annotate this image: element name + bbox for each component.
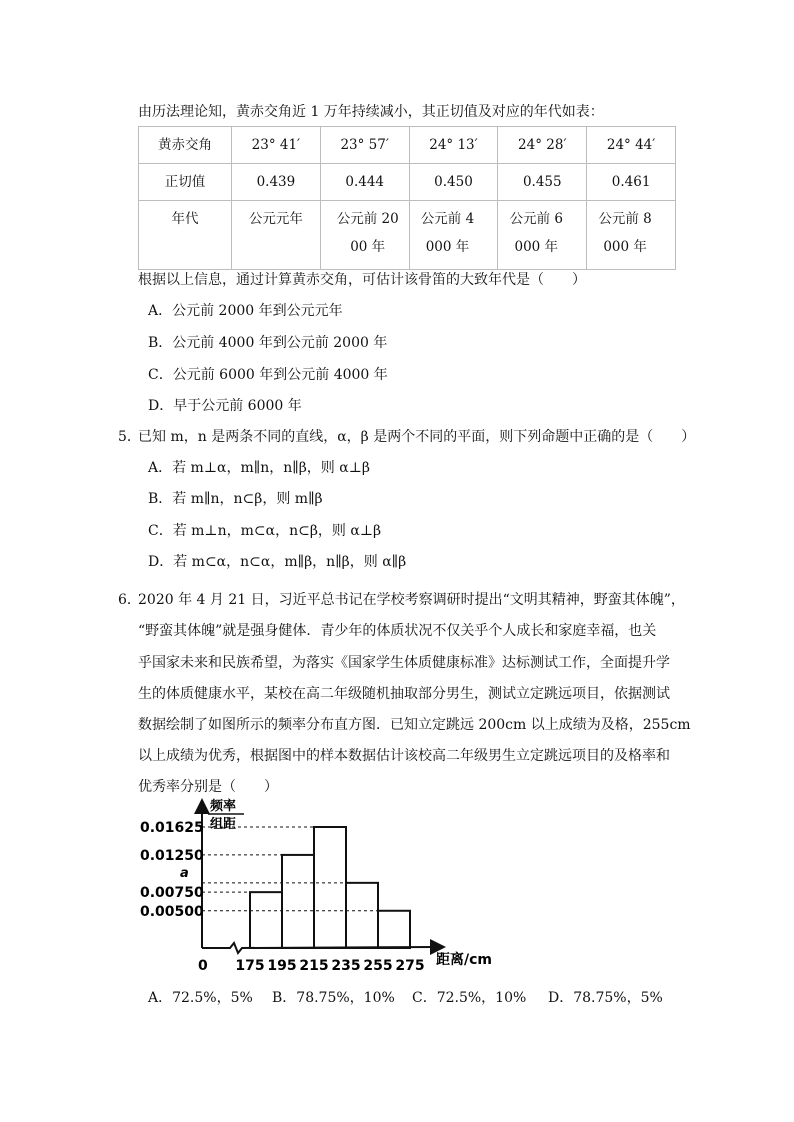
q6-number: 6． — [118, 592, 141, 608]
q4-option-d: D．早于公元前 6000 年 — [148, 398, 302, 414]
table-cell: 公元前 2000 年 — [320, 201, 409, 270]
table-cell: 24° 13′ — [409, 127, 498, 164]
q6-option-d: D．78.75%，5% — [548, 990, 663, 1006]
table-cell: 0.450 — [409, 164, 498, 201]
y-tick-label: 0.01625 — [140, 820, 204, 836]
table-cell: 公元前 4000 年 — [409, 201, 498, 270]
table-cell: 0.455 — [498, 164, 587, 201]
histogram-bar — [346, 883, 378, 948]
x-tick-label: 255 — [363, 958, 393, 974]
intro-text: 由历法理论知，黄赤交角近 1 万年持续减小，其正切值及对应的年代如表： — [138, 104, 604, 120]
q6-line-6: 以上成绩为优秀，根据图中的样本数据估计该校高二年级男生立定跳远项目的及格率和 — [138, 748, 670, 764]
q6-line-4: 生的体质健康水平，某校在高二年级随机抽取部分男生，测试立定跳远项目，依据测试 — [138, 686, 670, 702]
q6-line-5: 数据绘制了如图所示的频率分布直方图．已知立定跳远 200cm 以上成绩为及格，255cm — [138, 717, 691, 733]
q5-option-c: C．若 m⊥n，m⊂α，n⊂β，则 α⊥β — [148, 523, 382, 539]
table-cell: 24° 44′ — [587, 127, 676, 164]
table-cell: 0.439 — [232, 164, 321, 201]
histogram-bar — [378, 911, 410, 948]
table-cell: 黄赤交角 — [139, 127, 232, 164]
q5-option-a: A．若 m⊥α，m∥n，n∥β，则 α⊥β — [148, 460, 370, 476]
table-row — [139, 164, 676, 201]
q5-stem: 已知 m，n 是两条不同的直线，α，β 是两个不同的平面，则下列命题中正确的是（ ） — [138, 429, 696, 445]
x-tick-label: 175 — [235, 958, 265, 974]
y-tick-label: a — [180, 865, 189, 881]
x-tick-label: 215 — [299, 958, 329, 974]
q4-option-b: B．公元前 4000 年到公元前 2000 年 — [148, 335, 388, 351]
q5-option-d: D．若 m⊂α，n⊂α，m∥β，n∥β，则 α∥β — [148, 554, 407, 570]
table-cell: 公元前 8000 年 — [587, 201, 676, 270]
y-tick-label: 0.00750 — [140, 885, 204, 902]
q6-line-1: 2020 年 4 月 21 日，习近平总书记在学校考察调研时提出“文明其精神，野蛮其体魄”， — [138, 592, 685, 608]
table-cell: 0.461 — [587, 164, 676, 201]
q6-option-c: C．72.5%，10% — [412, 990, 527, 1006]
q5-number: 5． — [118, 429, 141, 445]
x-tick-label: 195 — [267, 958, 297, 974]
table-cell: 公元元年 — [232, 201, 321, 270]
table-cell: 0.444 — [320, 164, 409, 201]
q4-option-a: A．公元前 2000 年到公元元年 — [148, 303, 343, 319]
table-cell: 正切值 — [139, 164, 232, 201]
obliquity-table — [138, 126, 676, 270]
table-cell: 23° 41′ — [232, 127, 321, 164]
q4-option-c: C．公元前 6000 年到公元前 4000 年 — [148, 367, 388, 383]
x-axis-label: 距离/cm — [436, 952, 492, 968]
q6-line-7: 优秀率分别是（ ） — [138, 779, 278, 795]
table-row — [139, 127, 676, 164]
table-cell: 24° 28′ — [498, 127, 587, 164]
y-axis-label-top: 频率 — [210, 799, 237, 814]
table-cell: 公元前 6000 年 — [498, 201, 587, 270]
q6-line-3: 乎国家未来和民族希望，为落实《国家学生体质健康标准》达标测试工作，全面提升学 — [138, 655, 670, 671]
q6-line-2: “野蛮其体魄”就是强身健体．青少年的体质状况不仅关乎个人成长和家庭幸福，也关 — [138, 623, 657, 639]
y-tick-label: 0.01250 — [140, 847, 204, 864]
q4-stem: 根据以上信息，通过计算黄赤交角，可估计该骨笛的大致年代是（ ） — [138, 272, 586, 288]
histogram-bar — [250, 892, 282, 948]
histogram-bar — [282, 855, 314, 948]
origin-label: 0 — [198, 958, 208, 974]
x-tick-label: 275 — [395, 958, 425, 974]
q5-option-b: B．若 m∥n，n⊂β，则 m∥β — [148, 491, 323, 507]
frequency-histogram — [136, 798, 516, 976]
histogram-bar — [314, 827, 346, 948]
x-tick-label: 235 — [331, 958, 361, 974]
table-cell: 年代 — [139, 201, 232, 270]
table-row — [139, 201, 676, 270]
table-cell: 23° 57′ — [320, 127, 409, 164]
q6-option-a: A．72.5%，5% — [148, 990, 253, 1006]
y-tick-label: 0.00500 — [140, 903, 204, 920]
q6-option-b: B．78.75%，10% — [272, 990, 395, 1006]
y-axis-label-bottom: 组距 — [210, 817, 237, 832]
